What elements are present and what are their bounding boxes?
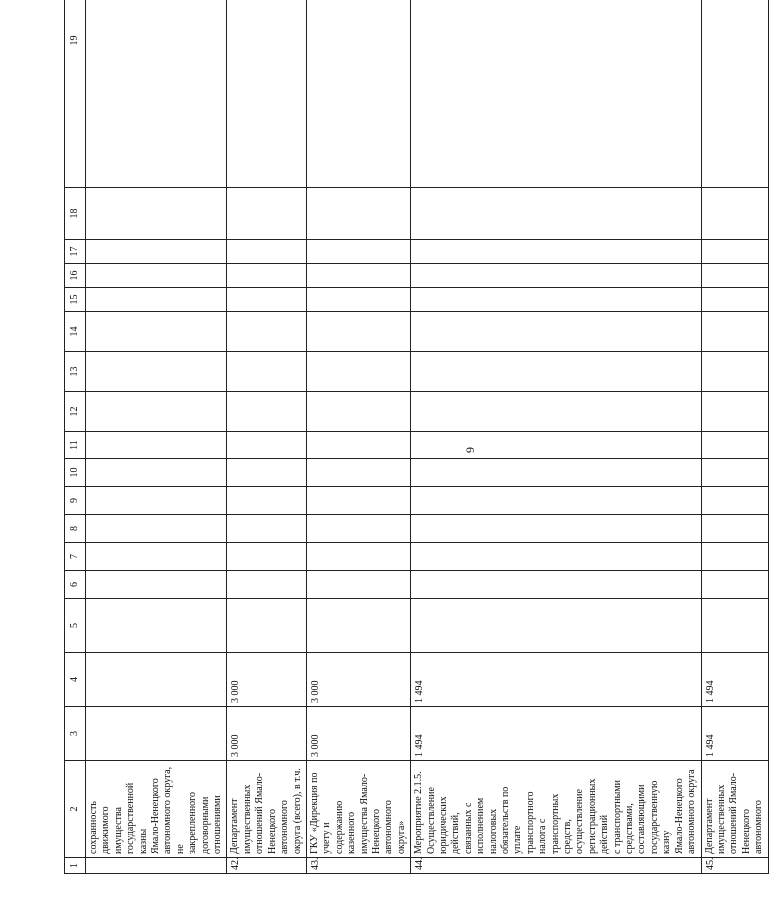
value-cell	[701, 543, 768, 571]
value-cell	[227, 264, 306, 288]
value-cell	[227, 288, 306, 312]
value-cell	[701, 352, 768, 392]
value-cell	[411, 571, 701, 599]
column-header-16: 16	[65, 264, 86, 288]
value-cell	[306, 312, 410, 352]
value-cell	[306, 264, 410, 288]
value-cell	[411, 459, 701, 487]
value-cell	[306, 188, 410, 240]
value-cell: 1 494	[701, 707, 768, 761]
value-cell	[86, 312, 227, 352]
column-header-15: 15	[65, 288, 86, 312]
value-cell	[306, 432, 410, 459]
value-cell	[306, 0, 410, 188]
table-row	[701, 0, 768, 874]
value-cell	[227, 571, 306, 599]
value-cell: 1 494	[701, 653, 768, 707]
value-cell	[411, 240, 701, 264]
value-cell	[86, 392, 227, 432]
value-cell	[227, 487, 306, 515]
value-cell	[227, 599, 306, 653]
value-cell	[86, 515, 227, 543]
column-header-17: 17	[65, 240, 86, 264]
header-row	[65, 0, 86, 874]
value-cell	[86, 264, 227, 288]
value-cell	[86, 288, 227, 312]
page-number: 9	[463, 447, 477, 453]
value-cell	[306, 515, 410, 543]
row-number-cell	[86, 858, 227, 874]
value-cell	[86, 707, 227, 761]
row-number-cell: 42.	[227, 858, 306, 874]
value-cell: 3 000	[227, 707, 306, 761]
value-cell	[701, 515, 768, 543]
value-cell: 1 494	[411, 653, 701, 707]
table-row	[86, 0, 227, 874]
value-cell	[306, 459, 410, 487]
description-cell: Департамент имущественных отношений Ямало- Ненецкого автономного	[701, 761, 768, 858]
value-cell	[227, 312, 306, 352]
value-cell	[701, 240, 768, 264]
value-cell	[701, 571, 768, 599]
value-cell	[227, 0, 306, 188]
column-header-3: 3	[65, 707, 86, 761]
value-cell	[86, 240, 227, 264]
value-cell	[306, 599, 410, 653]
row-number-cell: 44.	[411, 858, 701, 874]
value-cell	[701, 599, 768, 653]
value-cell	[306, 543, 410, 571]
column-header-14: 14	[65, 312, 86, 352]
value-cell: 1 494	[411, 707, 701, 761]
column-header-10: 10	[65, 459, 86, 487]
description-cell: ГКУ «Дирекция по учету и содержанию казенного имущества Ямало- Ненецкого автономного округа»	[306, 761, 410, 858]
value-cell	[411, 432, 701, 459]
value-cell	[86, 653, 227, 707]
value-cell	[86, 432, 227, 459]
column-header-18: 18	[65, 188, 86, 240]
column-header-1: 1	[65, 858, 86, 874]
description-cell: сохранность движимого имущества государственной казны Ямало-Ненецкого автономного округа, не закрепленного договорными отношениями	[86, 761, 227, 858]
value-cell: 3 000	[227, 653, 306, 707]
column-header-2: 2	[65, 761, 86, 858]
value-cell: 3 000	[306, 707, 410, 761]
value-cell	[306, 392, 410, 432]
value-cell	[411, 515, 701, 543]
value-cell	[411, 288, 701, 312]
column-header-13: 13	[65, 352, 86, 392]
value-cell	[411, 543, 701, 571]
value-cell	[411, 0, 701, 188]
value-cell	[701, 487, 768, 515]
value-cell	[86, 352, 227, 392]
value-cell	[701, 0, 768, 188]
value-cell	[411, 312, 701, 352]
value-cell	[86, 543, 227, 571]
row-number-cell: 45.	[701, 858, 768, 874]
value-cell	[306, 240, 410, 264]
column-header-7: 7	[65, 543, 86, 571]
column-header-4: 4	[65, 653, 86, 707]
table-row	[306, 0, 410, 874]
value-cell	[306, 571, 410, 599]
value-cell	[227, 392, 306, 432]
description-cell: Мероприятие 2.1.5. Осуществление юридических действий, связанных с исполнением налоговых обязательств по уплате транспортного налога с транспортных средств, осуществление регистрационных действий с транспортными средствами, составляющими государственную казну Ямало-Ненецкого автономного округа	[411, 761, 701, 858]
value-cell	[411, 188, 701, 240]
value-cell	[86, 571, 227, 599]
value-cell	[86, 459, 227, 487]
value-cell	[701, 264, 768, 288]
value-cell: 3 000	[306, 653, 410, 707]
row-number-cell: 43.	[306, 858, 410, 874]
description-cell: Департамент имущественных отношений Ямало- Ненецкого автономного округа (всего), в т.ч.	[227, 761, 306, 858]
value-cell	[227, 352, 306, 392]
column-header-6: 6	[65, 571, 86, 599]
value-cell	[86, 188, 227, 240]
value-cell	[227, 432, 306, 459]
value-cell	[306, 352, 410, 392]
value-cell	[701, 188, 768, 240]
value-cell	[227, 188, 306, 240]
value-cell	[411, 264, 701, 288]
value-cell	[701, 312, 768, 352]
value-cell	[227, 240, 306, 264]
column-header-5: 5	[65, 599, 86, 653]
table-row	[227, 0, 306, 874]
value-cell	[701, 392, 768, 432]
value-cell	[411, 352, 701, 392]
value-cell	[86, 487, 227, 515]
column-header-12: 12	[65, 392, 86, 432]
value-cell	[227, 543, 306, 571]
value-cell	[86, 599, 227, 653]
table-row	[411, 0, 701, 874]
value-cell	[227, 515, 306, 543]
column-header-11: 11	[65, 432, 86, 459]
value-cell	[411, 487, 701, 515]
value-cell	[701, 432, 768, 459]
value-cell	[306, 487, 410, 515]
value-cell	[86, 0, 227, 188]
value-cell	[227, 459, 306, 487]
column-header-9: 9	[65, 487, 86, 515]
value-cell	[306, 288, 410, 312]
column-header-8: 8	[65, 515, 86, 543]
budget-table	[64, 0, 769, 874]
table-stage	[64, 14, 765, 874]
rotated-table-container	[64, 14, 765, 874]
value-cell	[411, 599, 701, 653]
value-cell	[701, 288, 768, 312]
column-header-19: 19	[65, 0, 86, 188]
table-body	[86, 0, 769, 874]
value-cell	[411, 392, 701, 432]
value-cell	[701, 459, 768, 487]
